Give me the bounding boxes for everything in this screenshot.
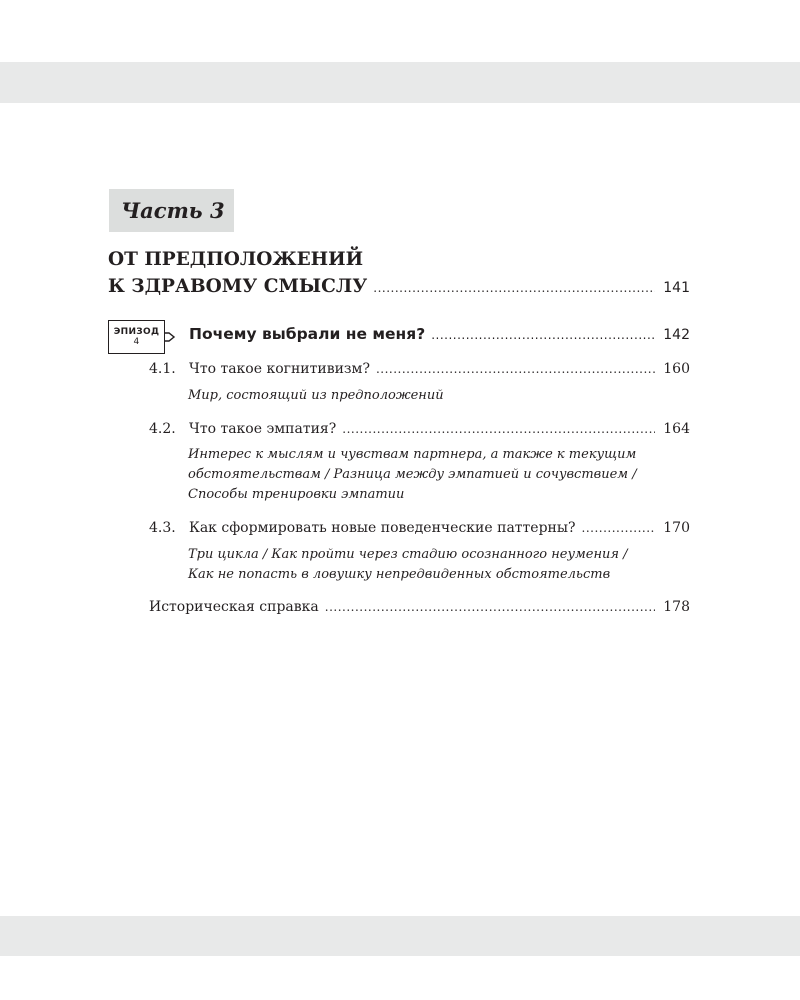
toc-entry-4-1[interactable] xyxy=(149,361,690,377)
entry-number: 4.1. xyxy=(149,361,176,377)
dot-leader xyxy=(431,328,655,342)
episode-badge xyxy=(108,320,165,354)
dot-leader xyxy=(325,600,656,614)
episode-badge-word: ЭПИЗОД xyxy=(113,327,160,337)
entry-page-number: 164 xyxy=(663,421,690,437)
entry-page-number: 160 xyxy=(663,361,690,377)
entry-title: Как сформировать новые поведенческие паттерны? xyxy=(189,520,576,536)
entry-title: Что такое когнитивизм? xyxy=(189,361,370,377)
entry-page-number: 170 xyxy=(663,520,690,536)
header-band xyxy=(0,62,800,103)
dot-leader xyxy=(582,521,656,535)
episode-page-number: 142 xyxy=(663,327,690,343)
part-label: Часть 3 xyxy=(109,189,234,232)
subtopic-line: Интерес к мыслям и чувствам партнера, а также к текущим xyxy=(188,447,637,462)
section-title[interactable] xyxy=(108,246,690,302)
dot-leader xyxy=(376,362,655,376)
section-title-line1: ОТ ПРЕДПОЛОЖЕНИЙ xyxy=(108,249,364,270)
entry-subtopics xyxy=(188,445,690,505)
footer-band xyxy=(0,916,800,956)
appendix-title: Историческая справка xyxy=(149,599,319,615)
dot-leader xyxy=(373,275,655,302)
episode-badge-number: 4 xyxy=(133,337,140,347)
subtopic-line: Способы тренировки эмпатии xyxy=(188,487,405,502)
toc-entry-4-2[interactable] xyxy=(149,421,690,437)
entry-title: Что такое эмпатия? xyxy=(189,421,337,437)
subtopic-line: Мир, состоящий из предположений xyxy=(188,388,444,403)
toc-entry-appendix[interactable] xyxy=(149,599,690,615)
entry-subtopics xyxy=(188,386,690,406)
episode-title: Почему выбрали не меня? xyxy=(189,325,426,343)
section-title-line2: К ЗДРАВОМУ СМЫСЛУ xyxy=(108,276,368,297)
episode-entry[interactable] xyxy=(108,320,690,356)
toc-entry-4-3[interactable] xyxy=(149,520,690,536)
dot-leader xyxy=(342,422,655,436)
entry-subtopics xyxy=(188,545,690,585)
subtopic-line: обстоятельствам / Разница между эмпатией и сочувствием / xyxy=(188,467,637,482)
appendix-page-number: 178 xyxy=(663,599,690,615)
subtopic-line: Как не попасть в ловушку непредвиденных обстоятельств xyxy=(188,567,611,582)
arrow-pointer-icon xyxy=(165,328,177,346)
subtopic-line: Три цикла / Как пройти через стадию осознанного неумения / xyxy=(188,547,628,562)
section-page-number: 141 xyxy=(663,280,690,296)
entry-number: 4.2. xyxy=(149,421,176,437)
entry-number: 4.3. xyxy=(149,520,176,536)
